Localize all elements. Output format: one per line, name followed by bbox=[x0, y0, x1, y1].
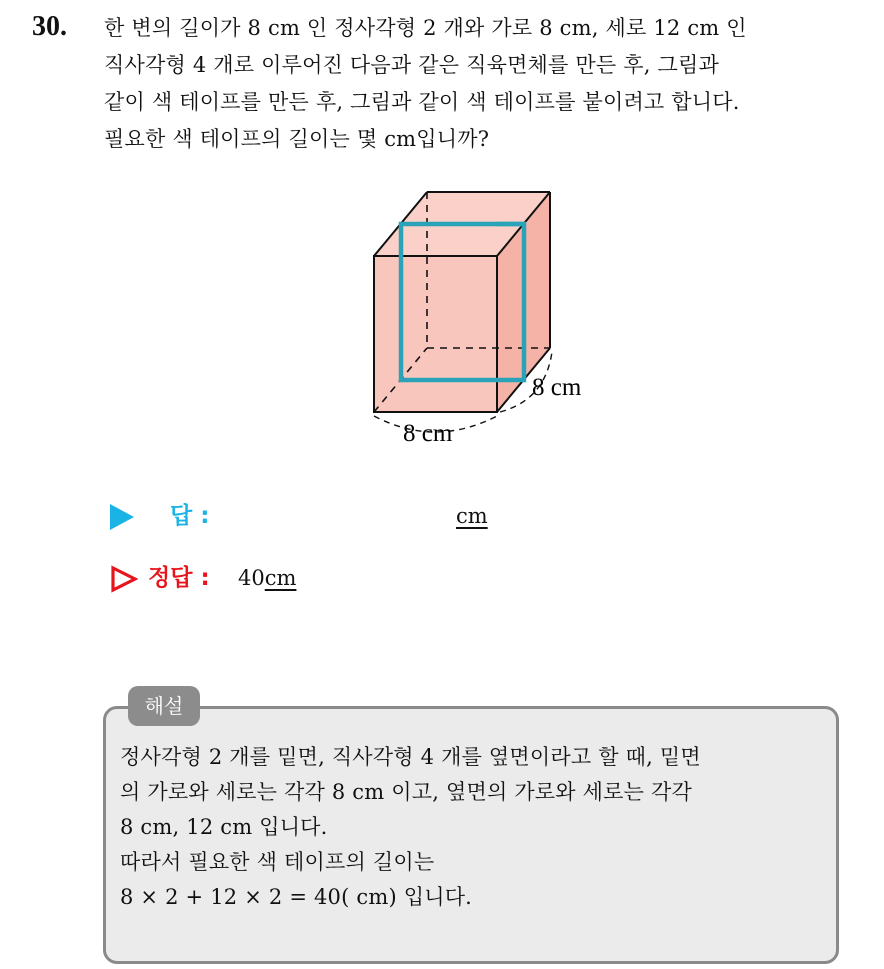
explanation-line-5: 8 × 2 + 12 × 2 = 40( cm) 입니다. bbox=[120, 885, 473, 909]
question-line-3: 같이 색 테이프를 만든 후, 그림과 같이 색 테이프를 붙이려고 합니다. bbox=[104, 90, 740, 114]
correct-answer-unit: cm bbox=[264, 566, 297, 590]
explanation-line-2: 의 가로와 세로는 각각 8 cm 이고, 옆면의 가로와 세로는 각각 bbox=[120, 780, 692, 804]
question-line-4: 필요한 색 테이프의 길이는 몇 cm입니까? bbox=[104, 127, 490, 151]
question-number: 30. bbox=[32, 11, 67, 42]
cuboid-figure bbox=[340, 180, 620, 450]
correct-answer-triangle-icon bbox=[110, 565, 138, 593]
answer-triangle-icon bbox=[110, 504, 134, 530]
correct-answer-number: 40 bbox=[238, 566, 265, 590]
correct-answer-row bbox=[110, 562, 610, 596]
answer-unit: cm bbox=[456, 504, 488, 528]
label-depth: 8 cm bbox=[532, 374, 582, 401]
label-width: 8 cm bbox=[403, 420, 453, 447]
question-text bbox=[104, 10, 874, 158]
correct-answer-value bbox=[238, 562, 296, 594]
answer-row bbox=[110, 500, 610, 534]
answer-label: 답 : bbox=[170, 503, 210, 529]
correct-answer-label: 정답 : bbox=[148, 565, 210, 591]
explanation-line-4: 따라서 필요한 색 테이프의 길이는 bbox=[120, 850, 435, 874]
explanation-text bbox=[120, 740, 836, 915]
explanation-line-3: 8 cm, 12 cm 입니다. bbox=[120, 815, 328, 839]
cuboid-diagram bbox=[340, 180, 620, 450]
explanation-tag: 해설 bbox=[128, 686, 200, 726]
question-line-2: 직사각형 4 개로 이루어진 다음과 같은 직육면체를 만든 후, 그림과 bbox=[104, 53, 719, 77]
question-line-1: 한 변의 길이가 8 cm 인 정사각형 2 개와 가로 8 cm, 세로 12 cm 인 bbox=[104, 16, 747, 40]
explanation-line-1: 정사각형 2 개를 밑면, 직사각형 4 개를 옆면이라고 할 때, 밑면 bbox=[120, 745, 701, 769]
